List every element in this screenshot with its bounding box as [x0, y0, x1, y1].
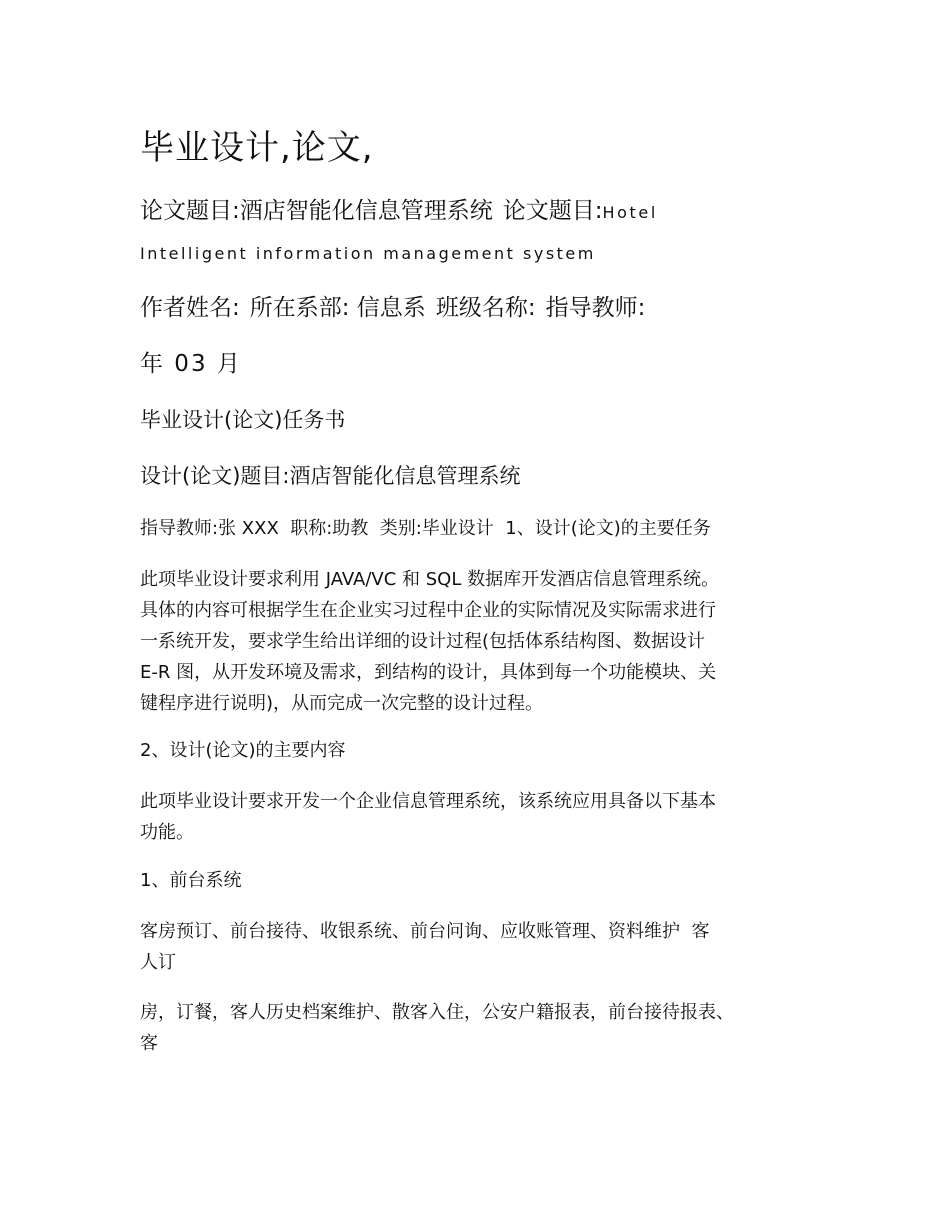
paragraph-line: 一系统开发，要求学生给出详细的设计过程(包括体系结构图、数据设计 — [140, 631, 706, 652]
paragraph-line: 键程序进行说明)，从而完成一次完整的设计过程。 — [140, 693, 544, 714]
date-line: 年 03 月 — [140, 351, 242, 377]
department-label: 所在系部: 信息系 — [249, 295, 426, 321]
author-info-line — [140, 293, 645, 323]
paragraph-line: 客房预订、前台接待、收银系统、前台问询、应收账管理、资料维护 客 — [140, 921, 710, 942]
paragraph-line: 房，订餐，客人历史档案维护、散客入住，公安户籍报表，前台接待报表、 — [140, 1002, 734, 1023]
design-title: 设计(论文)题目:酒店智能化信息管理系统 — [140, 464, 521, 488]
advisor-info: 指导教师:张 XXX 职称:助教 类别:毕业设计 1、设计(论文)的主要任务 — [140, 518, 711, 539]
paragraph-line: E-R 图，从开发环境及需求，到结构的设计，具体到每一个功能模块、关 — [140, 662, 717, 683]
front-system-paragraph-2 — [140, 997, 815, 1059]
document-title: 毕业设计,论文, — [140, 128, 374, 168]
paragraph-line: 此项毕业设计要求利用 JAVA/VC 和 SQL 数据库开发酒店信息管理系统。 — [140, 569, 720, 590]
content-heading: 2、设计(论文)的主要内容 — [140, 740, 346, 761]
thesis-title-cn: 论文题目:酒店智能化信息管理系统 — [140, 198, 493, 224]
thesis-title-en-word: Hotel — [602, 203, 658, 222]
task-book-heading: 毕业设计(论文)任务书 — [140, 408, 346, 432]
thesis-title-en-label: 论文题目: — [502, 198, 603, 224]
paragraph-line: 客 — [140, 1033, 158, 1054]
paragraph-line: 功能。 — [140, 822, 194, 843]
paragraph-line: 人订 — [140, 952, 176, 973]
front-system-paragraph-1 — [140, 916, 815, 978]
front-system-heading: 1、前台系统 — [140, 870, 242, 891]
paragraph-line: 具体的内容可根据学生在企业实习过程中企业的实际情况及实际需求进行 — [140, 600, 716, 621]
author-label: 作者姓名: — [140, 295, 240, 321]
paragraph-line: 此项毕业设计要求开发一个企业信息管理系统，该系统应用具备以下基本 — [140, 791, 716, 812]
thesis-title-en: Intelligent information management system — [140, 244, 596, 263]
advisor-label: 指导教师: — [545, 295, 646, 321]
thesis-title-line — [140, 196, 658, 228]
class-label: 班级名称: — [435, 295, 536, 321]
task-paragraph — [140, 564, 815, 719]
content-paragraph — [140, 786, 815, 848]
